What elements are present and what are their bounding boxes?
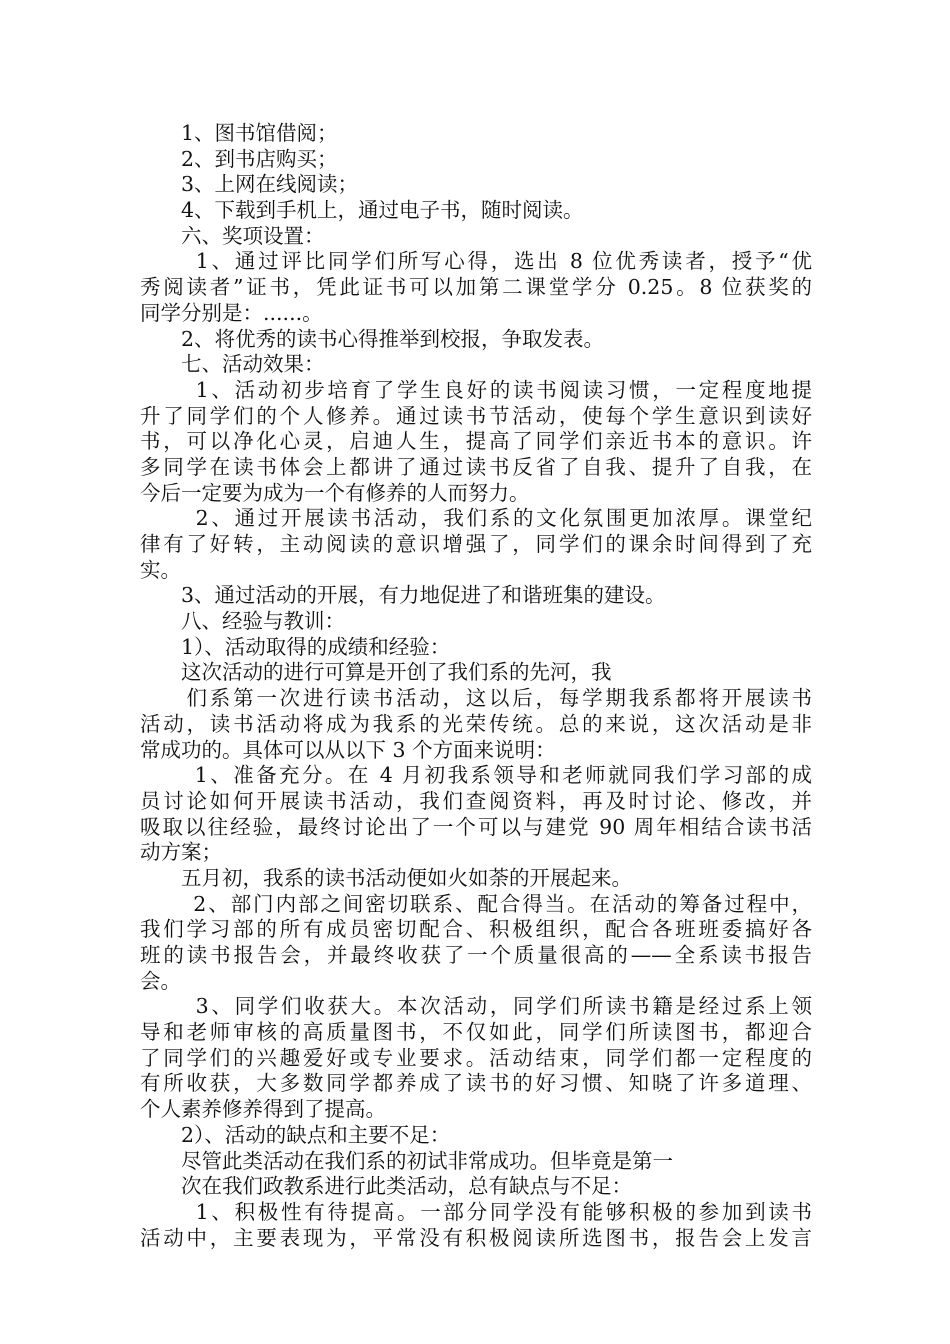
text-line: 实。 bbox=[140, 557, 181, 582]
text-line: 有所收获，大多数同学都养成了读书的好习惯、知晓了许多道理、 bbox=[140, 1071, 812, 1096]
text-line: 次在我们政教系进行此类活动，总有缺点与不足： bbox=[140, 1174, 632, 1199]
text-line: 了同学们的兴趣爱好或专业要求。活动结束，同学们都一定程度的 bbox=[140, 1045, 812, 1070]
text-line: 1、准备充分。在 4 月初我系领导和老师就同我们学习部的成 bbox=[140, 763, 812, 788]
text-line: 动方案； bbox=[140, 840, 222, 865]
text-line: 五月初，我系的读书活动便如火如荼的开展起来。 bbox=[140, 865, 632, 890]
text-line: 七、活动效果： bbox=[140, 352, 325, 377]
text-line: 3、同学们收获大。本次活动，同学们所读书籍是经过系上领 bbox=[140, 994, 812, 1019]
text-line: 今后一定要为成为一个有修养的人而努力。 bbox=[140, 480, 530, 505]
text-line: 六、奖项设置： bbox=[140, 223, 325, 248]
text-line: 3、通过活动的开展，有力地促进了和谐班集的建设。 bbox=[140, 583, 666, 608]
text-line: 1、通过评比同学们所写心得，选出 8 位优秀读者，授予“优 bbox=[140, 249, 812, 274]
text-line: 八、经验与教训： bbox=[140, 609, 345, 634]
text-line: 1）、活动取得的成绩和经验： bbox=[140, 634, 451, 659]
text-line: 活动中，主要表现为，平常没有积极阅读所选图书，报告会上发言 bbox=[140, 1225, 812, 1250]
text-line: 4、下载到手机上，通过电子书，随时阅读。 bbox=[140, 198, 584, 223]
text-line: 2）、活动的缺点和主要不足： bbox=[140, 1122, 451, 1147]
text-line: 班的读书报告会，并最终收获了一个质量很高的——全系读书报告 bbox=[140, 943, 812, 967]
text-line: 们系第一次进行读书活动，这以后，每学期我系都将开展读书 bbox=[140, 686, 812, 711]
text-line: 尽管此类活动在我们系的初试非常成功。但毕竟是第一 bbox=[140, 1148, 673, 1173]
text-line: 导和老师审核的高质量图书，不仅如此，同学们所读图书，都迎合 bbox=[140, 1020, 812, 1045]
text-line: 1、图书馆借阅； bbox=[140, 121, 338, 145]
text-line: 多同学在读书体会上都讲了通过读书反省了自我、提升了自我，在 bbox=[140, 454, 812, 479]
text-line: 书，可以净化心灵，启迪人生，提高了同学们亲近书本的意识。许 bbox=[140, 429, 812, 454]
text-line: 这次活动的进行可算是开创了我们系的先河，我 bbox=[140, 660, 612, 685]
text-line: 1、积极性有待提高。一部分同学没有能够积极的参加到读书 bbox=[140, 1199, 812, 1224]
text-line: 律有了好转，主动阅读的意识增强了，同学们的课余时间得到了充 bbox=[140, 532, 812, 556]
text-line: 升了同学们的个人修养。通过读书节活动，使每个学生意识到读好 bbox=[140, 403, 812, 428]
text-line: 常成功的。具体可以从以下 3 个方面来说明： bbox=[140, 737, 556, 762]
text-line: 我们学习部的所有成员密切配合、积极组织，配合各班班委搞好各 bbox=[140, 917, 812, 942]
text-line: 吸取以往经验，最终讨论出了一个可以与建党 90 周年相结合读书活 bbox=[140, 814, 812, 839]
text-line: 秀阅读者”证书，凭此证书可以加第二课堂学分 0.25。8 位获奖的 bbox=[140, 275, 812, 300]
text-line: 同学分别是：......。 bbox=[140, 300, 323, 325]
text-line: 2、将优秀的读书心得推举到校报，争取发表。 bbox=[140, 326, 605, 351]
text-line: 2、到书店购买； bbox=[140, 146, 338, 171]
text-line: 活动，读书活动将成为我系的光荣传统。总的来说，这次活动是非 bbox=[140, 711, 812, 736]
text-line: 个人素养修养得到了提高。 bbox=[140, 1097, 386, 1122]
text-line: 2、通过开展读书活动，我们系的文化氛围更加浓厚。课堂纪 bbox=[140, 506, 812, 531]
text-line: 1、活动初步培育了学生良好的读书阅读习惯，一定程度地提 bbox=[140, 377, 812, 402]
text-line: 会。 bbox=[140, 968, 181, 993]
text-line: 2、部门内部之间密切联系、配合得当。在活动的筹备过程中， bbox=[140, 891, 812, 916]
text-line: 员讨论如何开展读书活动，我们查阅资料，再及时讨论、修改，并 bbox=[140, 788, 812, 813]
text-line: 3、上网在线阅读； bbox=[140, 172, 359, 197]
document-body bbox=[140, 121, 812, 1251]
